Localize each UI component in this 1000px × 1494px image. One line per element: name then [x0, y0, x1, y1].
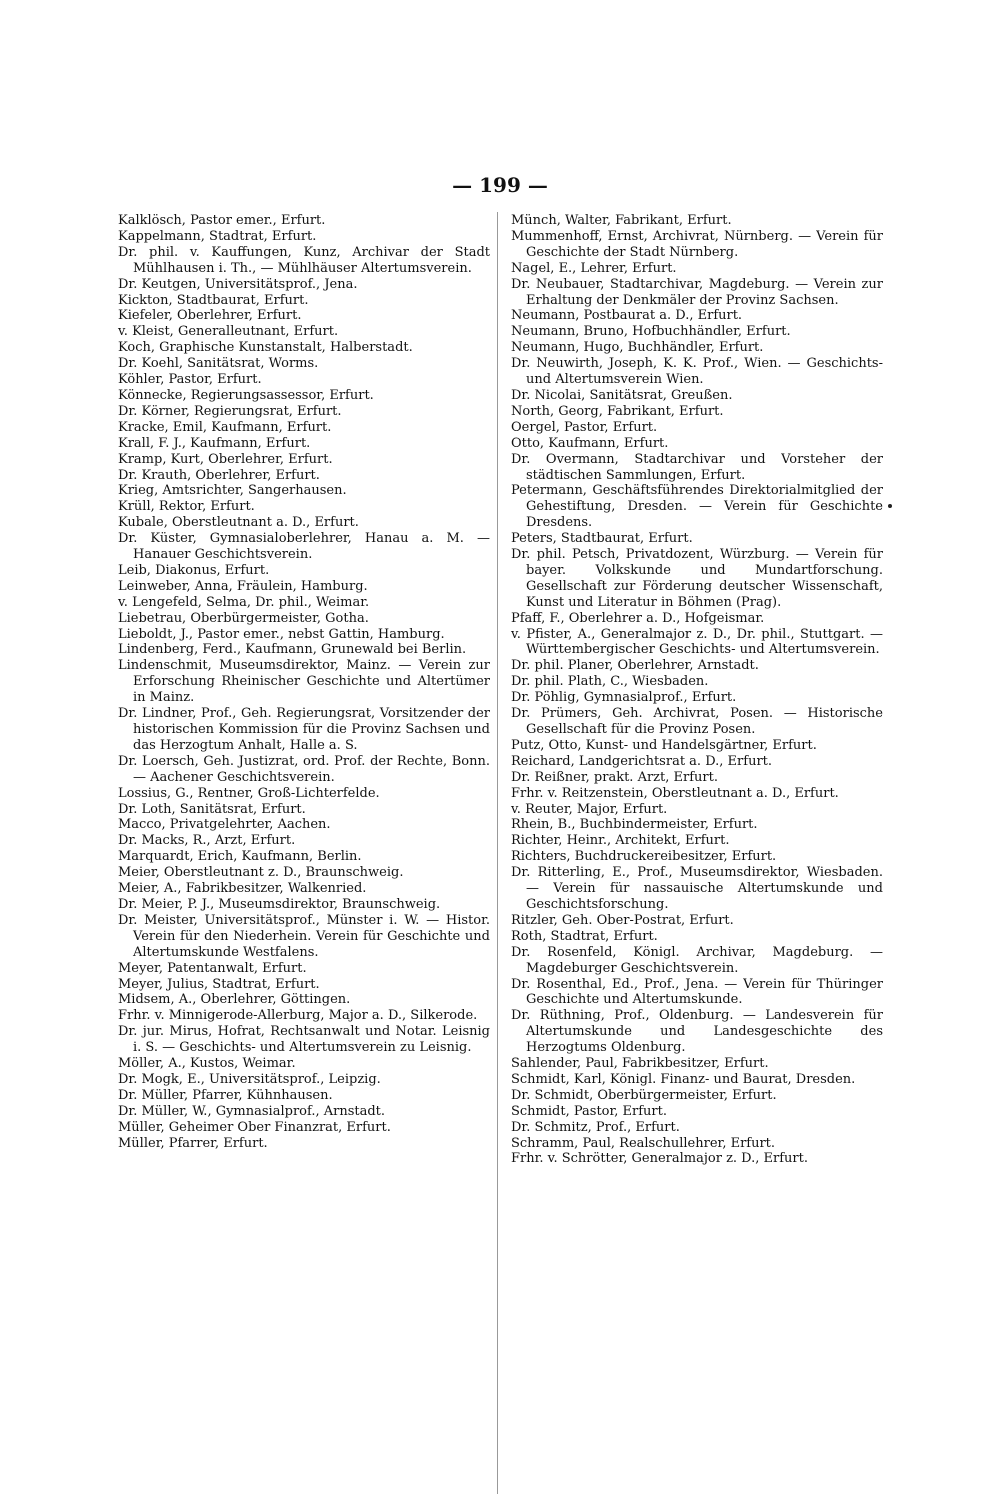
member-entry: Dr. Meister, Universitätsprof., Münster i. W. — Histor. Verein für den Niederhein. Verein für Geschichte und Altertumskunde Westfalens.: [118, 912, 490, 960]
member-entry: Petermann, Geschäftsführendes Direktorialmitglied der Gehestiftung, Dresden. — Verein für Geschichte Dresdens.: [511, 483, 883, 531]
page-number: — 199 —: [452, 173, 548, 197]
member-entry: Sahlender, Paul, Fabrikbesitzer, Erfurt.: [511, 1056, 769, 1072]
member-entry: Dr. Mogk, E., Universitätsprof., Leipzig.: [118, 1071, 381, 1087]
member-entry: Möller, A., Kustos, Weimar.: [118, 1056, 296, 1072]
right-column: [511, 213, 883, 1167]
member-entry: North, Georg, Fabrikant, Erfurt.: [511, 403, 724, 419]
member-entry: Dr. Rosenfeld, Königl. Archivar, Magdeburg. — Magdeburger Geschichtsverein.: [511, 944, 883, 976]
member-entry: Dr. Prümers, Geh. Archivrat, Posen. — Historische Gesellschaft für die Provinz Posen.: [511, 706, 883, 737]
member-entry: Dr. phil. Plath, C., Wiesbaden.: [511, 674, 709, 690]
member-entry: Ritzler, Geh. Ober-Postrat, Erfurt.: [511, 912, 734, 928]
member-entry: Dr. Lindner, Prof., Geh. Regierungsrat, Vorsitzender der historischen Kommission für die Provinz Sachsen und das Herzogtum Anhalt, Halle a. S.: [118, 706, 490, 753]
member-entry: Dr. Schmitz, Prof., Erfurt.: [511, 1119, 680, 1135]
member-entry: Richter, Heinr., Architekt, Erfurt.: [511, 833, 730, 849]
member-entry: Schmidt, Karl, Königl. Finanz- und Baurat, Dresden.: [511, 1071, 856, 1087]
member-entry: Krüll, Rektor, Erfurt.: [118, 499, 255, 515]
left-column: [118, 213, 490, 1151]
member-entry: Dr. phil. v. Kauffungen, Kunz, Archivar der Stadt Mühlhausen i. Th., — Mühlhäuser Altertumsverein.: [118, 244, 490, 276]
member-entry: Nagel, E., Lehrer, Erfurt.: [511, 260, 677, 276]
member-entry: Roth, Stadtrat, Erfurt.: [511, 928, 658, 944]
member-entry: Dr. Nicolai, Sanitätsrat, Greußen.: [511, 387, 733, 403]
member-entry: Dr. Reißner, prakt. Arzt, Erfurt.: [511, 769, 718, 785]
member-entry: Dr. Körner, Regierungsrat, Erfurt.: [118, 403, 342, 419]
member-entry: Neumann, Hugo, Buchhändler, Erfurt.: [511, 340, 764, 356]
member-entry: Lieboldt, J., Pastor emer., nebst Gattin, Hamburg.: [118, 626, 445, 642]
member-entry: Krall, F. J., Kaufmann, Erfurt.: [118, 435, 311, 451]
member-entry: v. Pfister, A., Generalmajor z. D., Dr. phil., Stuttgart. — Württembergischer Geschichts- und Altertumsverein.: [511, 626, 883, 658]
member-entry: Köhler, Pastor, Erfurt.: [118, 372, 262, 388]
member-entry: Putz, Otto, Kunst- und Handelsgärtner, Erfurt.: [511, 737, 817, 753]
member-entry: Kramp, Kurt, Oberlehrer, Erfurt.: [118, 451, 333, 467]
member-entry: Dr. Neubauer, Stadtarchivar, Magdeburg. — Verein zur Erhaltung der Denkmäler der Provinz Sachsen.: [511, 276, 883, 308]
member-entry: Kubale, Oberstleutnant a. D., Erfurt.: [118, 515, 359, 531]
member-entry: Dr. jur. Mirus, Hofrat, Rechtsanwalt und Notar. Leisnig i. S. — Geschichts- und Altertumsverein zu Leisnig.: [118, 1024, 490, 1056]
member-entry: Meyer, Patentanwalt, Erfurt.: [118, 960, 307, 976]
member-entry: Lossius, G., Rentner, Groß-Lichterfelde.: [118, 785, 380, 801]
member-entry: Kiefeler, Oberlehrer, Erfurt.: [118, 308, 302, 324]
member-entry: Koch, Graphische Kunstanstalt, Halberstadt.: [118, 340, 413, 356]
member-entry: Schmidt, Pastor, Erfurt.: [511, 1103, 667, 1119]
member-entry: Neumann, Postbaurat a. D., Erfurt.: [511, 308, 743, 324]
member-entry: Pfaff, F., Oberlehrer a. D., Hofgeismar.: [511, 610, 765, 626]
member-entry: Reichard, Landgerichtsrat a. D., Erfurt.: [511, 753, 773, 769]
member-entry: Dr. Krauth, Oberlehrer, Erfurt.: [118, 467, 320, 483]
member-entry: Kracke, Emil, Kaufmann, Erfurt.: [118, 419, 332, 435]
member-entry: Dr. Müller, Pfarrer, Kühnhausen.: [118, 1087, 333, 1103]
member-entry: Midsem, A., Oberlehrer, Göttingen.: [118, 992, 351, 1008]
member-entry: Kalklösch, Pastor emer., Erfurt.: [118, 213, 326, 228]
member-entry: Dr. Müller, W., Gymnasialprof., Arnstadt.: [118, 1103, 386, 1119]
member-entry: Dr. Loersch, Geh. Justizrat, ord. Prof. der Rechte, Bonn. — Aachener Geschichtsverein.: [118, 753, 490, 785]
member-entry: v. Kleist, Generalleutnant, Erfurt.: [118, 324, 339, 340]
member-entry: Meyer, Julius, Stadtrat, Erfurt.: [118, 976, 320, 992]
member-entry: Müller, Pfarrer, Erfurt.: [118, 1135, 268, 1151]
ink-dot-mark: [888, 504, 892, 508]
member-entry: Müller, Geheimer Ober Finanzrat, Erfurt.: [118, 1119, 391, 1135]
member-entry: Liebetrau, Oberbürgermeister, Gotha.: [118, 610, 369, 626]
member-entry: Dr. Macks, R., Arzt, Erfurt.: [118, 833, 296, 849]
member-entry: Leib, Diakonus, Erfurt.: [118, 562, 270, 578]
member-entry: Kappelmann, Stadtrat, Erfurt.: [118, 228, 317, 244]
member-entry: Münch, Walter, Fabrikant, Erfurt.: [511, 213, 732, 228]
member-entry: Dr. Pöhlig, Gymnasialprof., Erfurt.: [511, 690, 737, 706]
member-entry: Dr. Overmann, Stadtarchivar und Vorsteher der städtischen Sammlungen, Erfurt.: [511, 451, 883, 483]
member-entry: Lindenberg, Ferd., Kaufmann, Grunewald bei Berlin.: [118, 642, 467, 658]
member-entry: Neumann, Bruno, Hofbuchhändler, Erfurt.: [511, 324, 791, 340]
member-entry: Meier, Oberstleutnant z. D., Braunschweig.: [118, 865, 404, 881]
member-entry: Rhein, B., Buchbindermeister, Erfurt.: [511, 817, 758, 833]
member-entry: Peters, Stadtbaurat, Erfurt.: [511, 531, 693, 547]
member-entry: Dr. Ritterling, E., Prof., Museumsdirektor, Wiesbaden. — Verein für nassauische Altertumskunde und Geschichtsforschung.: [511, 865, 883, 912]
member-entry: Mummenhoff, Ernst, Archivrat, Nürnberg. — Verein für Geschichte der Stadt Nürnberg.: [511, 228, 883, 260]
member-entry: Richters, Buchdruckereibesitzer, Erfurt.: [511, 849, 777, 865]
member-entry: Dr. Rosenthal, Ed., Prof., Jena. — Verein für Thüringer Geschichte und Altertumskunde.: [511, 976, 883, 1008]
member-entry: Krieg, Amtsrichter, Sangerhausen.: [118, 483, 347, 499]
member-entry: Kickton, Stadtbaurat, Erfurt.: [118, 292, 309, 308]
member-entry: Dr. phil. Planer, Oberlehrer, Arnstadt.: [511, 658, 759, 674]
member-entry: Oergel, Pastor, Erfurt.: [511, 419, 658, 435]
member-entry: v. Reuter, Major, Erfurt.: [511, 801, 668, 817]
member-entry: Schramm, Paul, Realschullehrer, Erfurt.: [511, 1135, 776, 1151]
member-entry: Frhr. v. Schrötter, Generalmajor z. D., Erfurt.: [511, 1151, 808, 1167]
member-entry: Macco, Privatgelehrter, Aachen.: [118, 817, 331, 833]
member-entry: v. Lengefeld, Selma, Dr. phil., Weimar.: [118, 594, 370, 610]
member-entry: Dr. Schmidt, Oberbürgermeister, Erfurt.: [511, 1087, 777, 1103]
column-divider: [497, 212, 498, 1494]
member-entry: Frhr. v. Reitzenstein, Oberstleutnant a. D., Erfurt.: [511, 785, 839, 801]
member-entry: Meier, A., Fabrikbesitzer, Walkenried.: [118, 881, 367, 897]
member-entry: Dr. Rüthning, Prof., Oldenburg. — Landesverein für Altertumskunde und Landesgeschichte des Herzogtums Oldenburg.: [511, 1008, 883, 1056]
member-entry: Dr. phil. Petsch, Privatdozent, Würzburg. — Verein für bayer. Volkskunde und Mundartforschung. Gesellschaft zur Förderung deutscher Wissenschaft, Kunst und Literatur in Böhmen (Prag).: [511, 547, 883, 610]
member-entry: Lindenschmit, Museumsdirektor, Mainz. — Verein zur Erforschung Rheinischer Geschichte und Altertümer in Mainz.: [118, 658, 490, 706]
member-entry: Leinweber, Anna, Fräulein, Hamburg.: [118, 578, 368, 594]
member-entry: Dr. Keutgen, Universitätsprof., Jena.: [118, 276, 358, 292]
member-entry: Dr. Meier, P. J., Museumsdirektor, Braunschweig.: [118, 896, 441, 912]
member-entry: Dr. Neuwirth, Joseph, K. K. Prof., Wien. — Geschichts- und Altertumsverein Wien.: [511, 356, 883, 388]
member-entry: Dr. Loth, Sanitätsrat, Erfurt.: [118, 801, 306, 817]
member-entry: Dr. Koehl, Sanitätsrat, Worms.: [118, 356, 319, 372]
member-entry: Dr. Küster, Gymnasialoberlehrer, Hanau a. M. — Hanauer Geschichtsverein.: [118, 531, 490, 563]
member-entry: Otto, Kaufmann, Erfurt.: [511, 435, 669, 451]
member-entry: Marquardt, Erich, Kaufmann, Berlin.: [118, 849, 362, 865]
member-entry: Frhr. v. Minnigerode-Allerburg, Major a. D., Silkerode.: [118, 1008, 478, 1024]
member-entry: Könnecke, Regierungsassessor, Erfurt.: [118, 387, 374, 403]
